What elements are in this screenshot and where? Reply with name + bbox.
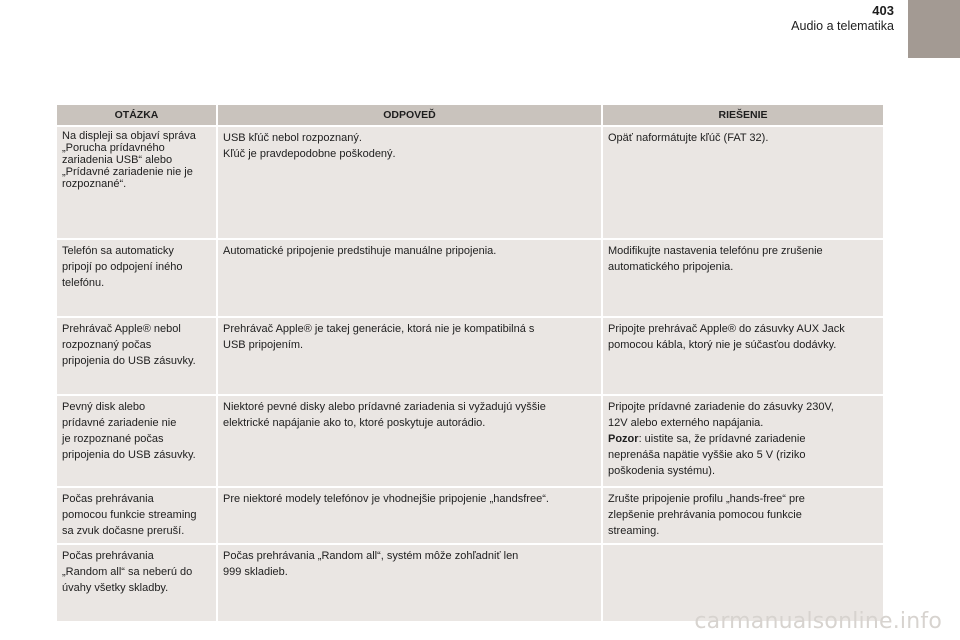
- question-cell: Prehrávač Apple® nebol rozpoznaný počas pripojenia do USB zásuvky.: [57, 318, 216, 394]
- table-row: [57, 127, 885, 238]
- page-number: 403: [872, 3, 894, 18]
- answer-cell: Niektoré pevné disky alebo prídavné zariadenia si vyžadujú vyššie elektrické napájanie ako to, ktoré poskytuje autorádio.: [218, 396, 601, 486]
- solution-cell: [603, 396, 883, 486]
- answer-cell: Počas prehrávania „Random all“, systém môže zohľadniť len 999 skladieb.: [218, 545, 601, 621]
- watermark-text: carmanualsonline.info: [694, 609, 942, 634]
- warning-text: : uistite sa, že prídavné zariadenie neprenáša napätie vyššie ako 5 V (riziko poškodenia systému).: [608, 433, 806, 477]
- answer-cell: Pre niektoré modely telefónov je vhodnejšie pripojenie „handsfree“.: [218, 488, 601, 543]
- table-header-row: [57, 105, 885, 125]
- column-header-question: OTÁZKA: [57, 105, 216, 125]
- solution-cell: Zrušte pripojenie profilu „hands-free“ pre zlepšenie prehrávania pomocou funkcie streaming.: [603, 488, 883, 543]
- table-row: [57, 488, 885, 543]
- solution-cell: Modifikujte nastavenia telefónu pre zrušenie automatického pripojenia.: [603, 240, 883, 316]
- warning-label: Pozor: [608, 433, 639, 445]
- answer-cell: USB kľúč nebol rozpoznaný. Kľúč je pravdepodobne poškodený.: [218, 127, 601, 238]
- chapter-thumb-tab: [908, 0, 960, 58]
- answer-cell: Prehrávač Apple® je takej generácie, ktorá nie je kompatibilná s USB pripojením.: [218, 318, 601, 394]
- question-cell: Na displeji sa objaví správa „Porucha prídavného zariadenia USB“ alebo „Prídavné zariadenie nie je rozpoznané“.: [57, 127, 216, 238]
- question-cell: Počas prehrávania „Random all“ sa neberú do úvahy všetky skladby.: [57, 545, 216, 621]
- question-cell: Telefón sa automaticky pripojí po odpojení iného telefónu.: [57, 240, 216, 316]
- table-row: [57, 240, 885, 316]
- answer-cell: Automatické pripojenie predstihuje manuálne pripojenia.: [218, 240, 601, 316]
- table-row: [57, 396, 885, 486]
- page-header: [791, 2, 894, 33]
- question-cell: Pevný disk alebo prídavné zariadenie nie je rozpoznané počas pripojenia do USB zásuvky.: [57, 396, 216, 486]
- table-row: [57, 318, 885, 394]
- column-header-solution: RIEŠENIE: [603, 105, 883, 125]
- solution-text: Pripojte prídavné zariadenie do zásuvky 230V, 12V alebo externého napájania.: [608, 401, 834, 429]
- solution-cell: Pripojte prehrávač Apple® do zásuvky AUX Jack pomocou kábla, ktorý nie je súčasťou dodávky.: [603, 318, 883, 394]
- section-title: Audio a telematika: [791, 19, 894, 33]
- column-header-answer: ODPOVEĎ: [218, 105, 601, 125]
- faq-table: [57, 105, 885, 623]
- solution-cell: Opäť naformátujte kľúč (FAT 32).: [603, 127, 883, 238]
- question-cell: Počas prehrávania pomocou funkcie streaming sa zvuk dočasne preruší.: [57, 488, 216, 543]
